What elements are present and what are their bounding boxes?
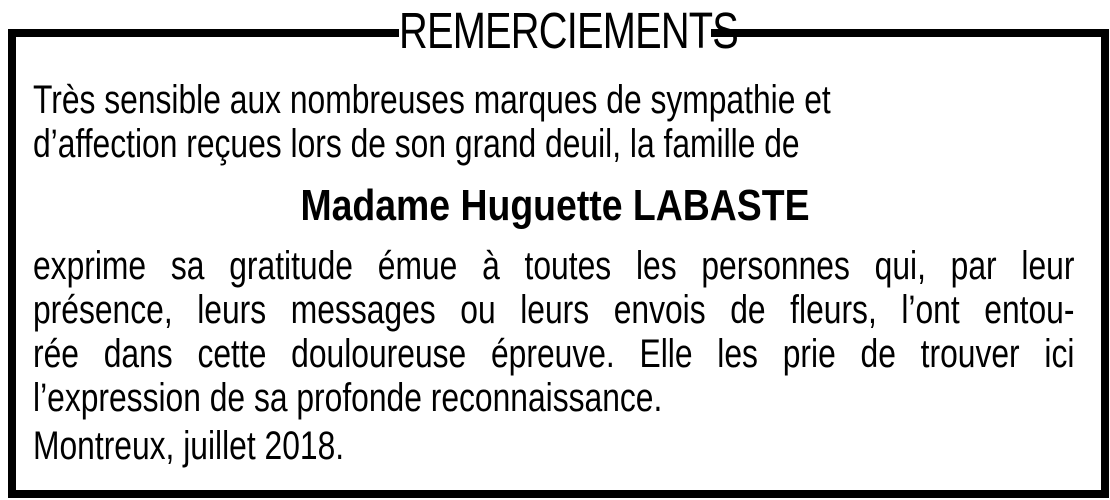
body-line: rée dans cette douloureuse épreuve. Elle les prie de trouver ici (33, 332, 1075, 376)
body-line: exprime sa gratitude émue à toutes les personnes qui, par leur (33, 244, 1075, 288)
body-line: l’expression de sa profonde reconnaissance. (33, 376, 663, 420)
place-date: Montreux, juillet 2018. (33, 424, 345, 468)
intro-line: d’affection reçues lors de son grand deuil, la famille de (33, 122, 800, 166)
intro-paragraph (33, 78, 864, 166)
body-paragraph (33, 244, 1075, 420)
body-line: présence, leurs messages ou leurs envois de fleurs, l’ont entou- (33, 288, 1075, 332)
notice-title: REMERCIEMENTS (399, 0, 711, 66)
deceased-name: Madame Huguette LABASTE (300, 181, 810, 230)
intro-line: Très sensible aux nombreuses marques de sympathie et (33, 78, 831, 122)
